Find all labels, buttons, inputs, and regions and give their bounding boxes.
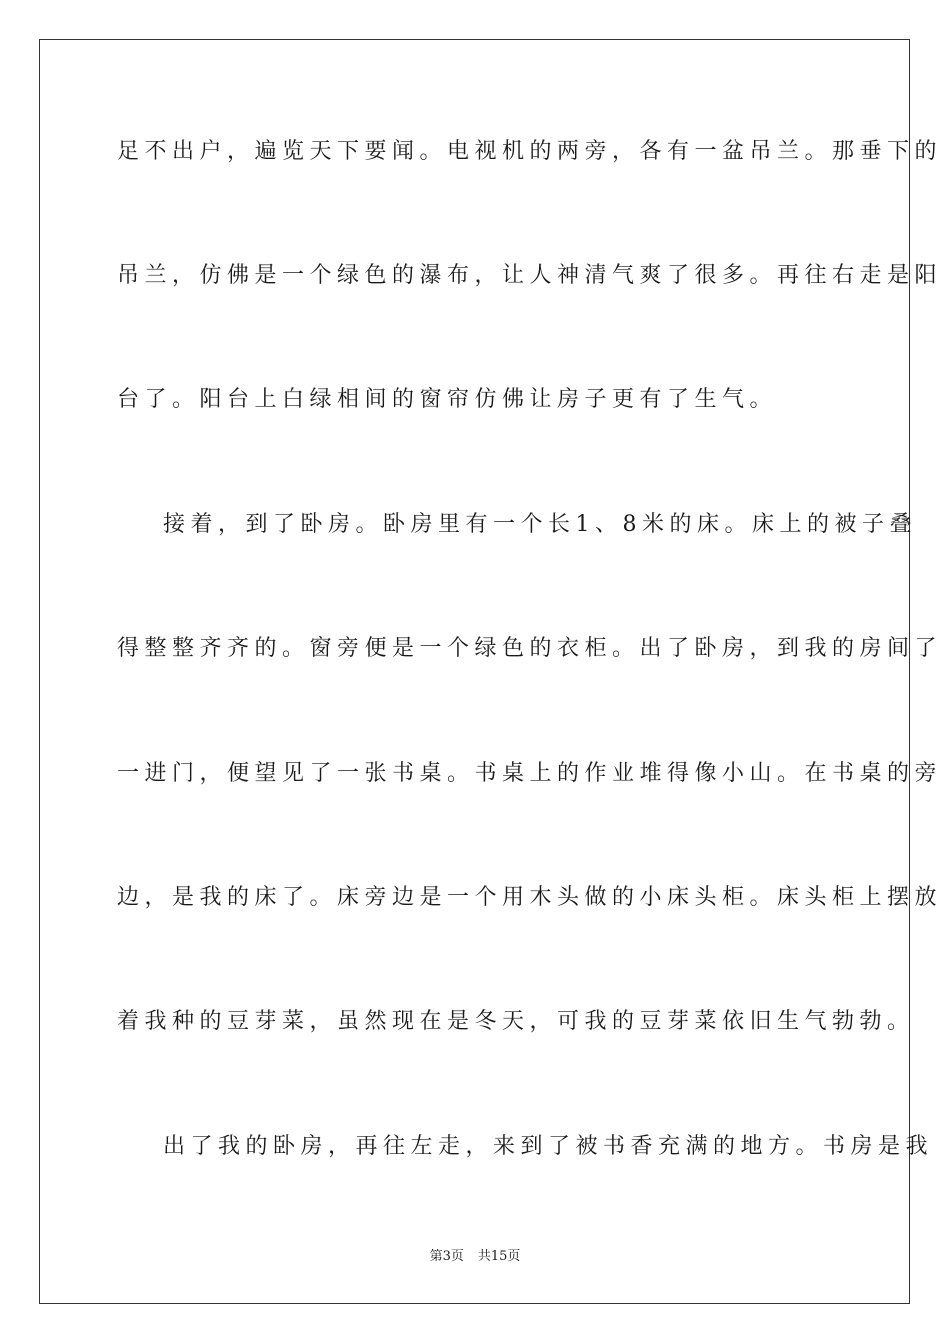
page-border [39, 39, 943, 1304]
text-line-3: 台了。阳台上白绿相间的窗帘仿佛让房子更有了生气。 [117, 387, 778, 412]
page-footer [0, 1248, 950, 1266]
text-line-7: 边，是我的床了。床旁边是一个用木头做的小床头柜。床头柜上摆放 [117, 885, 943, 910]
text-line-1: 足不出户，遍览天下要闻。电视机的两旁，各有一盆吊兰。那垂下的 [117, 139, 943, 164]
text-line-4-paragraph-start: 接着，到了卧房。卧房里有一个长1、8米的床。床上的被子叠 [163, 512, 917, 537]
page-total: 共15页 [477, 1249, 521, 1264]
page-number: 第3页 [429, 1249, 464, 1264]
text-line-6: 一进门，便望见了一张书桌。书桌上的作业堆得像小山。在书桌的旁 [117, 761, 943, 786]
text-line-8: 着我种的豆芽菜，虽然现在是冬天，可我的豆芽菜依旧生气勃勃。 [117, 1009, 915, 1034]
text-line-9-paragraph-start: 出了我的卧房，再往左走，来到了被书香充满的地方。书房是我 [163, 1134, 934, 1159]
text-line-2: 吊兰，仿佛是一个绿色的瀑布，让人神清气爽了很多。再往右走是阳 [117, 263, 943, 288]
text-line-5: 得整整齐齐的。窗旁便是一个绿色的衣柜。出了卧房，到我的房间了 [117, 636, 943, 661]
